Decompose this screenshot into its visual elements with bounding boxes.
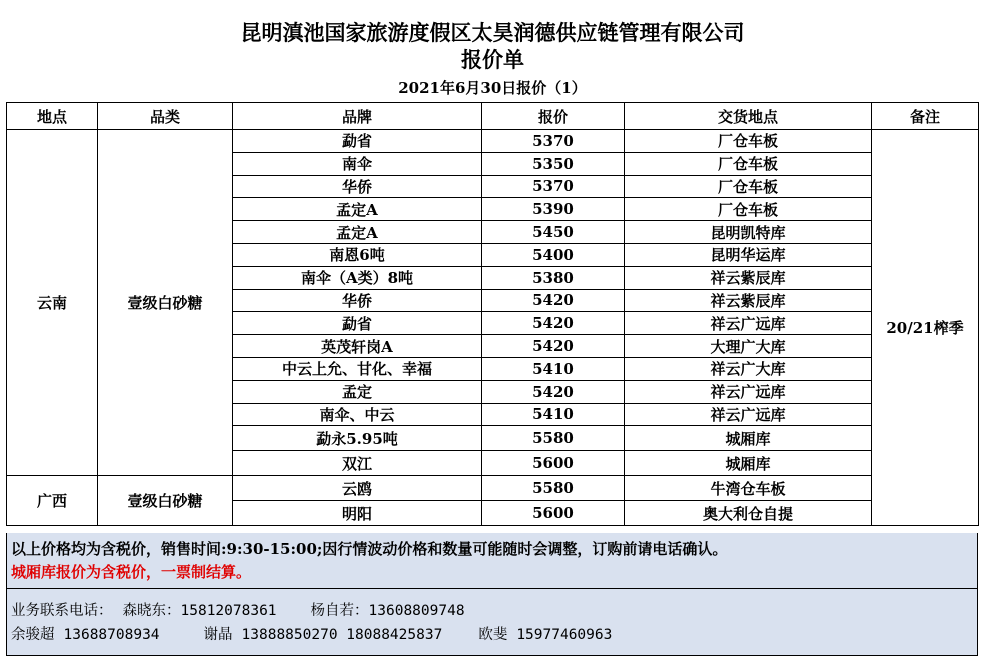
contact-phone: 13688708934 (63, 627, 160, 643)
column-header-remark: 备注 (872, 103, 979, 130)
brand-cell: 南伞 (233, 152, 482, 175)
delivery-cell: 厂仓车板 (625, 152, 872, 175)
column-header-price: 报价 (482, 103, 625, 130)
brand-cell: 孟定 (233, 380, 482, 403)
column-header-category: 品类 (98, 103, 233, 130)
price-cell: 5420 (482, 335, 625, 358)
delivery-cell: 祥云广远库 (625, 312, 872, 335)
delivery-cell: 祥云广远库 (625, 403, 872, 426)
brand-cell: 勐永5.95吨 (233, 426, 482, 451)
contact-line-2 (11, 625, 612, 645)
category-cell: 壹级白砂糖 (98, 130, 233, 476)
delivery-cell: 奥大利仓自提 (625, 501, 872, 526)
brand-cell: 华侨 (233, 175, 482, 198)
contact-line-1 (11, 601, 465, 621)
price-cell: 5600 (482, 501, 625, 526)
contact-phone: 13888850270 18088425837 (241, 627, 443, 643)
delivery-cell: 厂仓车板 (625, 175, 872, 198)
delivery-cell: 祥云广远库 (625, 380, 872, 403)
contact-label: 业务联系电话： (11, 603, 113, 619)
column-header-brand: 品牌 (233, 103, 482, 130)
brand-cell: 勐省 (233, 312, 482, 335)
price-table (6, 102, 979, 526)
brand-cell: 南伞（A类）8吨 (233, 266, 482, 289)
table-header-row (7, 103, 979, 130)
price-cell: 5450 (482, 221, 625, 244)
price-cell: 5390 (482, 198, 625, 221)
brand-cell: 孟定A (233, 221, 482, 244)
price-cell: 5380 (482, 266, 625, 289)
brand-cell: 云鸥 (233, 476, 482, 501)
company-name: 昆明滇池国家旅游度假区太昊润德供应链管理有限公司 (240, 20, 745, 45)
brand-cell: 华侨 (233, 289, 482, 312)
delivery-cell: 昆明华运库 (625, 243, 872, 266)
contact-phone: 15812078361 (180, 603, 277, 619)
category-cell: 壹级白砂糖 (98, 476, 233, 526)
delivery-cell: 祥云紫辰库 (625, 289, 872, 312)
brand-cell: 中云上允、甘化、幸福 (233, 357, 482, 380)
price-cell: 5410 (482, 403, 625, 426)
table-row (7, 130, 979, 153)
price-cell: 5400 (482, 243, 625, 266)
delivery-cell: 城厢库 (625, 451, 872, 476)
price-cell: 5420 (482, 289, 625, 312)
document-title: 报价单 (461, 47, 524, 72)
contact-phone: 13608809748 (368, 603, 465, 619)
delivery-cell: 厂仓车板 (625, 130, 872, 153)
contacts-panel (6, 588, 978, 656)
tax-and-hours-note: 以上价格均为含税价，销售时间:9:30-15:00;因行情波动价格和数量可能随时会调整，订购前请电话确认。 (11, 540, 728, 558)
brand-cell: 孟定A (233, 198, 482, 221)
location-cell: 云南 (7, 130, 98, 476)
delivery-cell: 祥云紫辰库 (625, 266, 872, 289)
delivery-cell: 祥云广大库 (625, 357, 872, 380)
column-header-delivery: 交货地点 (625, 103, 872, 130)
brand-cell: 勐省 (233, 130, 482, 153)
contact-name: 谢晶 (203, 627, 233, 643)
price-cell: 5370 (482, 130, 625, 153)
brand-cell: 英茂轩岗A (233, 335, 482, 358)
delivery-cell: 城厢库 (625, 426, 872, 451)
price-cell: 5600 (482, 451, 625, 476)
location-cell: 广西 (7, 476, 98, 526)
delivery-cell: 昆明凯特库 (625, 221, 872, 244)
price-cell: 5420 (482, 380, 625, 403)
quote-date: 2021年6月30日报价（1） (398, 79, 587, 97)
brand-cell: 明阳 (233, 501, 482, 526)
delivery-cell: 大理广大库 (625, 335, 872, 358)
delivery-cell: 牛湾仓车板 (625, 476, 872, 501)
price-cell: 5410 (482, 357, 625, 380)
brand-cell: 南恩6吨 (233, 243, 482, 266)
notes-panel (6, 533, 978, 589)
price-cell: 5370 (482, 175, 625, 198)
brand-cell: 南伞、中云 (233, 403, 482, 426)
brand-cell: 双江 (233, 451, 482, 476)
delivery-cell: 厂仓车板 (625, 198, 872, 221)
contact-name: 森晓东： (122, 603, 181, 619)
remark-cell: 20/21榨季 (872, 130, 979, 526)
contact-phone: 15977460963 (516, 627, 613, 643)
price-cell: 5580 (482, 476, 625, 501)
price-cell: 5350 (482, 152, 625, 175)
price-cell: 5420 (482, 312, 625, 335)
chengxiang-pricing-note: 城厢库报价为含税价，一票制结算。 (11, 563, 252, 581)
price-cell: 5580 (482, 426, 625, 451)
table-row (7, 476, 979, 501)
contact-name: 欧斐 (478, 627, 508, 643)
contact-name: 杨自若： (310, 603, 369, 619)
contact-name: 余骏超 (11, 627, 55, 643)
column-header-location: 地点 (7, 103, 98, 130)
